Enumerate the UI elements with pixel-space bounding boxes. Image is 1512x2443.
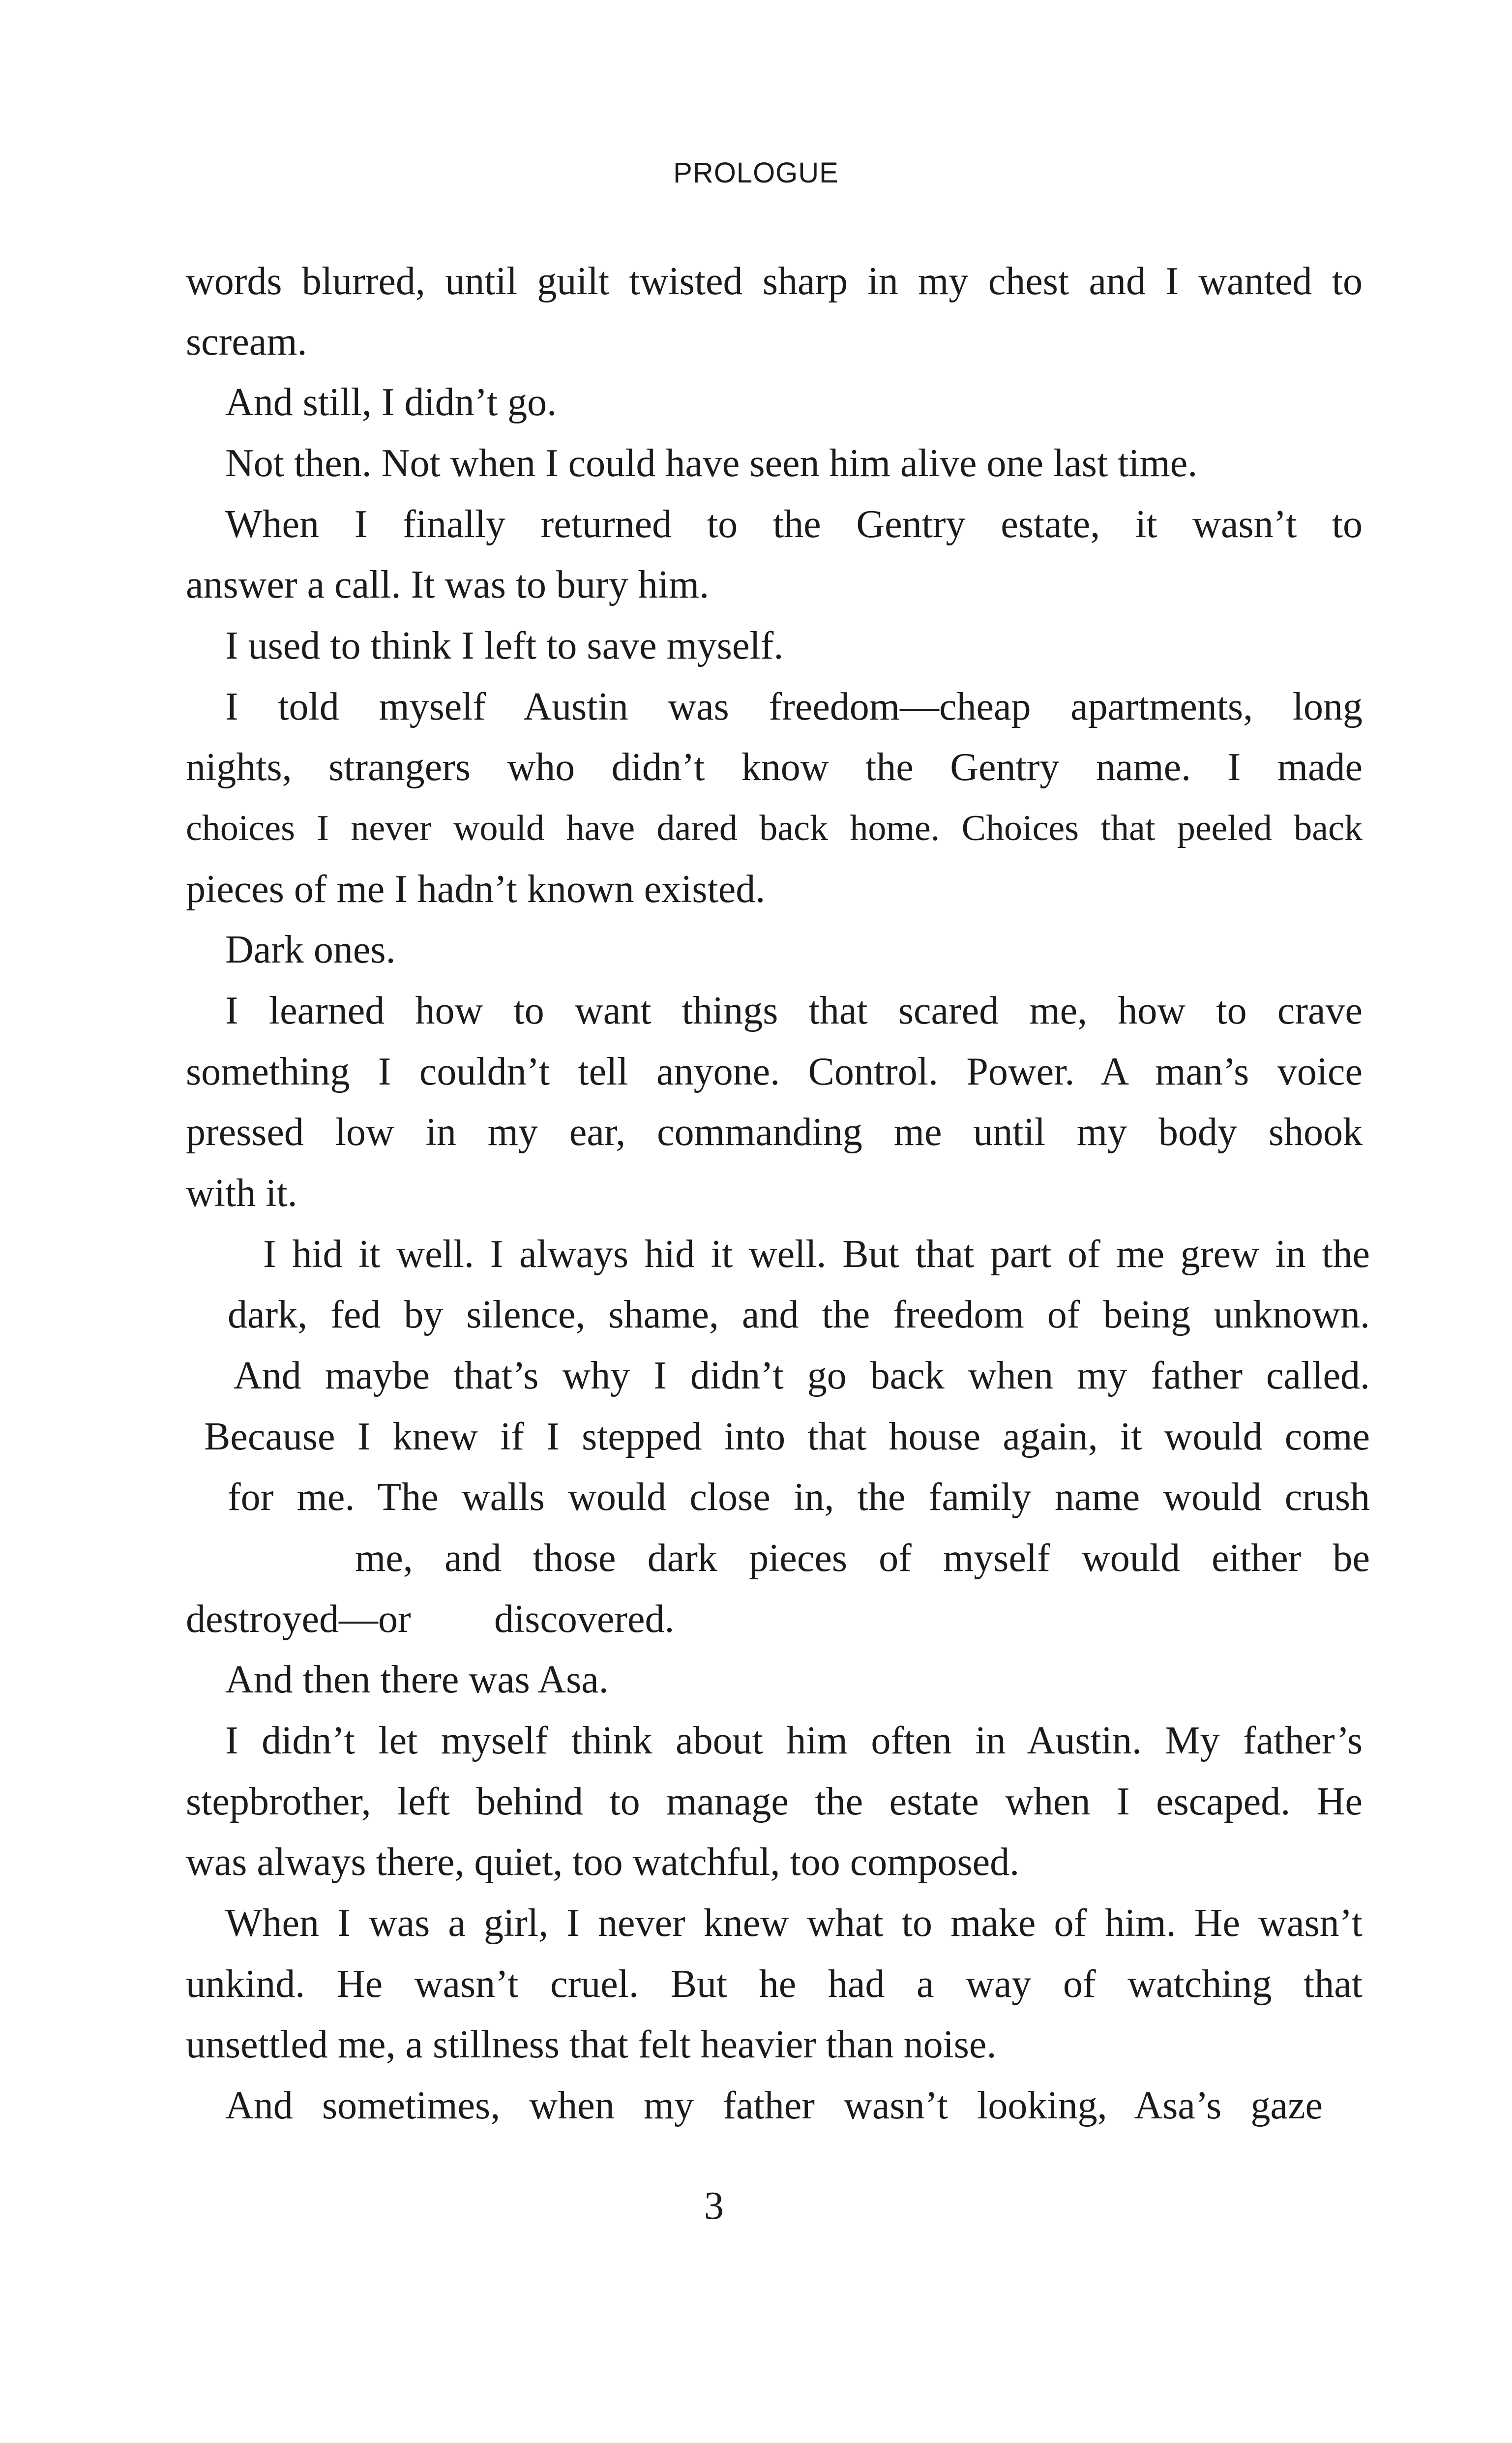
text-line: I didn’t let myself think about him often in Austin. My father’s bbox=[225, 1719, 1363, 1762]
text-line: And then there was Asa. bbox=[225, 1658, 609, 1701]
text-line: Because I knew if I stepped into that house again, it would come bbox=[204, 1415, 1370, 1458]
text-line: unsettled me, a stillness that felt heavier than noise. bbox=[186, 2023, 997, 2066]
running-head: PROLOGUE bbox=[673, 157, 839, 189]
text-line: stepbrother, left behind to manage the estate when I escaped. He bbox=[186, 1780, 1363, 1823]
text-line: dark, fed by silence, shame, and the freedom of being unknown. bbox=[228, 1293, 1370, 1336]
page-number: 3 bbox=[704, 2184, 724, 2228]
text-line: with it. bbox=[186, 1172, 297, 1215]
text-line: I hid it well. I always hid it well. But that part of me grew in the bbox=[263, 1233, 1370, 1276]
text-line: When I was a girl, I never knew what to make of him. He wasn’t bbox=[225, 1901, 1363, 1945]
text-line: scream. bbox=[186, 320, 307, 363]
text-line: words blurred, until guilt twisted sharp in my chest and I wanted to bbox=[186, 260, 1363, 303]
text-line: unkind. He wasn’t cruel. But he had a way of watching that bbox=[186, 1962, 1363, 2006]
text-line: destroyed—or bbox=[186, 1598, 411, 1641]
text-line: pressed low in my ear, commanding me until my body shook bbox=[186, 1111, 1363, 1154]
text-line: for me. The walls would close in, the family name would crush bbox=[228, 1476, 1370, 1519]
text-line: I used to think I left to save myself. bbox=[225, 624, 784, 667]
text-line: I learned how to want things that scared me, how to crave bbox=[225, 989, 1363, 1032]
text-line: choices I never would have dared back home. Choices that peeled back bbox=[186, 808, 1363, 848]
text-line: pieces of me I hadn’t known existed. bbox=[186, 868, 766, 911]
text-line: Not then. Not when I could have seen him alive one last time. bbox=[225, 442, 1198, 485]
text-line: Dark ones. bbox=[225, 928, 396, 971]
text-line: something I couldn’t tell anyone. Control. Power. A man’s voice bbox=[186, 1050, 1363, 1093]
text-line: When I finally returned to the Gentry estate, it wasn’t to bbox=[225, 503, 1363, 546]
text-line: And maybe that’s why I didn’t go back when my father called. bbox=[234, 1354, 1370, 1397]
text-line: I told myself Austin was freedom—cheap apartments, long bbox=[225, 685, 1363, 728]
text-line: answer a call. It was to bury him. bbox=[186, 563, 710, 606]
text-line: was always there, quiet, too watchful, too composed. bbox=[186, 1840, 1020, 1884]
text-line: nights, strangers who didn’t know the Gentry name. I made bbox=[186, 746, 1363, 789]
text-line: me, and those dark pieces of myself would either be bbox=[355, 1537, 1370, 1580]
text-line: And still, I didn’t go. bbox=[225, 381, 557, 424]
text-line: And sometimes, when my father wasn’t looking, Asa’s gaze bbox=[225, 2084, 1323, 2127]
text-line: discovered. bbox=[494, 1598, 675, 1641]
